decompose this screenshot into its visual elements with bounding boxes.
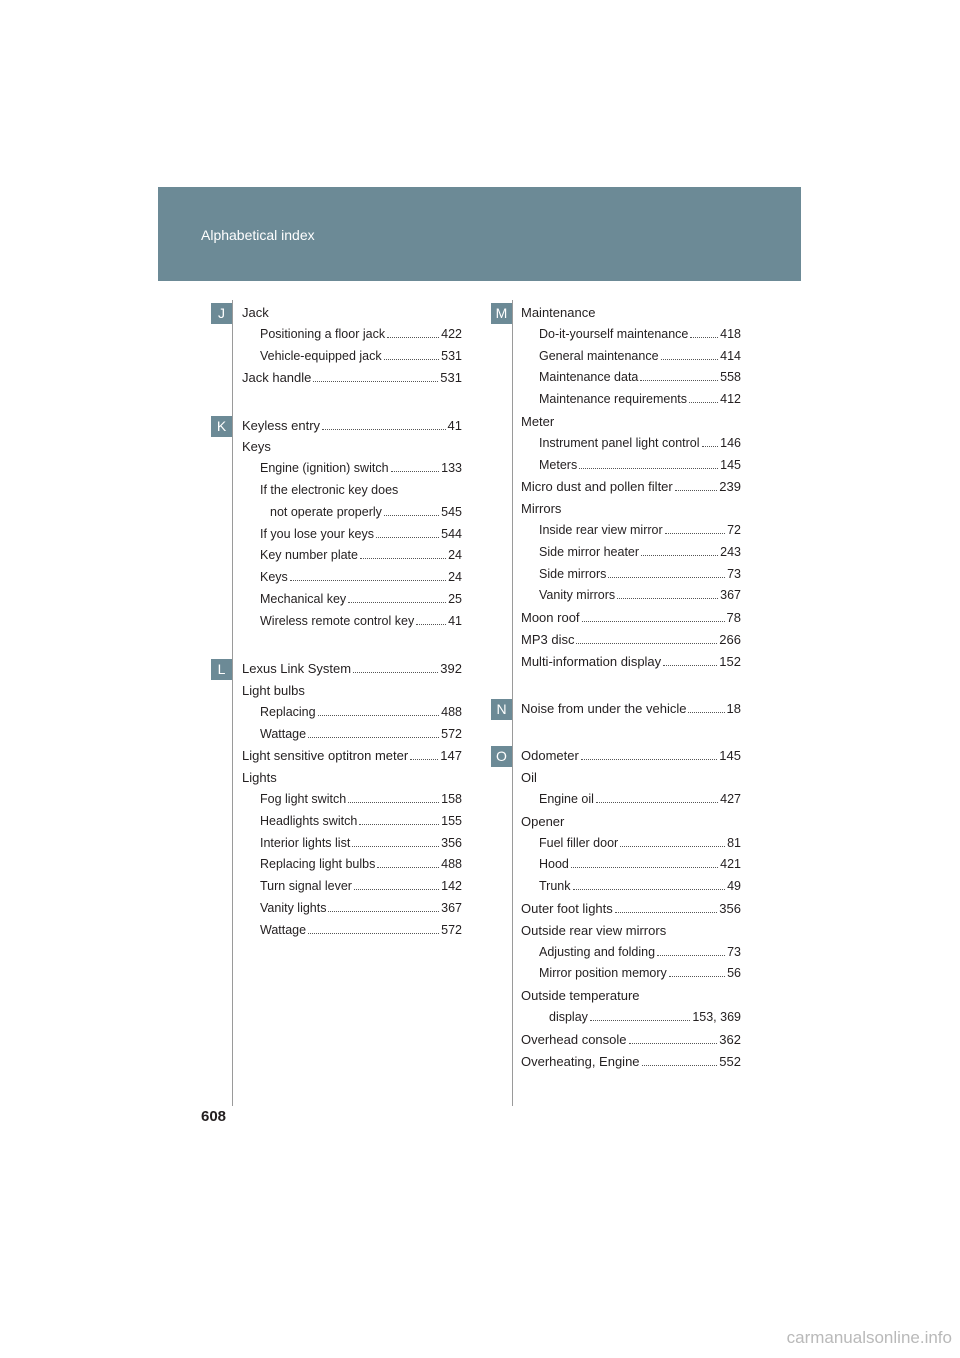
page-header-title: Alphabetical index [201,227,315,243]
dot-leader [596,802,718,803]
index-term: Interior lights list [260,835,351,850]
dot-leader [620,846,725,847]
index-entry [242,724,462,746]
index-entry [521,789,741,811]
index-entry [521,1051,741,1073]
index-term: Mirrors [521,501,562,517]
index-page-ref: 356 [719,900,741,916]
index-term: Keys [260,570,288,585]
index-entry [521,607,741,629]
dot-leader [352,846,439,847]
index-term: Lexus Link System [242,661,352,677]
dot-leader [308,737,439,738]
index-page-ref: 153, 369 [692,1009,741,1024]
index-entry [521,542,741,564]
index-term: Keys [242,439,271,455]
index-term: Light bulbs [242,682,305,698]
index-page-ref: 418 [720,326,741,341]
index-page-ref: 367 [720,588,741,603]
index-term: Do-it-yourself maintenance [539,326,689,341]
dot-leader [322,429,445,430]
section-letter-tab: O [491,746,512,767]
index-entry [521,433,741,455]
index-term: Wireless remote control key [260,613,415,628]
index-term: Overhead console [521,1031,627,1047]
index-entry [242,589,462,611]
index-term: not operate properly [270,504,382,519]
dot-leader [313,381,438,382]
index-page-ref: 545 [441,504,462,519]
index-page-ref: 552 [719,1053,741,1069]
dot-leader [384,515,439,516]
index-page-ref: 145 [720,457,741,472]
index-column-left [242,302,462,942]
index-term: If you lose your keys [260,526,374,541]
index-page-ref: 145 [719,748,741,764]
index-term: Trunk [539,879,571,894]
index-page-ref: 488 [441,857,462,872]
section-letter-tab: K [211,416,232,437]
index-page-ref: 421 [720,857,741,872]
index-entry [242,346,462,368]
section-gap [521,720,741,746]
index-page-ref: 239 [719,479,741,495]
index-entry [521,811,741,833]
index-term: Jack handle [242,370,312,386]
index-term: Vanity mirrors [539,588,616,603]
section-gap [242,389,462,415]
index-entry [521,985,741,1007]
dot-leader [354,889,439,890]
index-entry [521,876,741,898]
dot-leader [377,867,439,868]
dot-leader [353,672,438,673]
index-entry [242,611,462,633]
dot-leader [571,867,718,868]
index-term: Key number plate [260,548,358,563]
index-page-ref: 544 [441,526,462,541]
dot-leader [360,558,446,559]
index-term: Side mirrors [539,566,607,581]
index-entry [242,458,462,480]
index-entry [521,455,741,477]
index-page-ref: 422 [441,326,462,341]
index-term: Engine (ignition) switch [260,461,389,476]
index-entry [521,367,741,389]
index-entry [242,480,462,502]
dot-leader [576,643,717,644]
index-term: Outer foot lights [521,900,613,916]
dot-leader [688,712,724,713]
index-entry [521,346,741,368]
dot-leader [573,889,726,890]
dot-leader [617,598,718,599]
index-page-ref: 152 [719,653,741,669]
dot-leader [376,537,439,538]
index-entry [242,920,462,942]
dot-leader [579,468,718,469]
index-page-ref: 558 [720,370,741,385]
index-entry [242,767,462,789]
dot-leader [348,802,439,803]
section-letter-tab: L [211,659,232,680]
index-entry [242,415,462,437]
index-entry [242,702,462,724]
watermark: carmanualsonline.info [786,1328,952,1347]
index-term: Moon roof [521,610,580,626]
dot-leader [702,446,719,447]
index-entry [521,520,741,542]
index-entry [521,389,741,411]
index-page-ref: 155 [441,813,462,828]
index-term: Side mirror heater [539,544,640,559]
right-column-rule [512,300,513,1106]
index-page-ref: 146 [720,435,741,450]
index-entry [521,942,741,964]
dot-leader [359,824,439,825]
index-page-ref: 56 [727,966,741,981]
index-page-ref: 367 [441,900,462,915]
index-entry [242,367,462,389]
index-page-ref: 392 [440,661,462,677]
index-entry [521,833,741,855]
index-term: Noise from under the vehicle [521,701,687,717]
dot-leader [615,912,718,913]
dot-leader [669,976,725,977]
left-column-rule [232,300,233,1106]
index-term: Instrument panel light control [539,435,700,450]
index-term: Meters [539,457,578,472]
index-page-ref: 72 [727,522,741,537]
index-page-ref: 41 [448,613,462,628]
index-term: Fog light switch [260,791,347,806]
index-page-ref: 362 [719,1031,741,1047]
dot-leader [661,359,719,360]
index-page-ref: 427 [720,791,741,806]
dot-leader [391,471,440,472]
dot-leader [318,715,440,716]
index-page-ref: 356 [441,835,462,850]
index-term: MP3 disc [521,631,575,647]
index-page-ref: 133 [441,461,462,476]
index-entry [521,476,741,498]
index-page-ref: 73 [727,944,741,959]
index-entry [521,498,741,520]
index-term: Hood [539,857,569,872]
index-page-ref: 414 [720,348,741,363]
dot-leader [629,1043,718,1044]
index-term: Replacing [260,704,316,719]
dot-leader [384,359,440,360]
section-letter-tab: J [211,303,232,324]
dot-leader [590,1020,690,1021]
index-entry [242,854,462,876]
page-header [158,187,801,281]
dot-leader [641,555,718,556]
index-page-ref: 572 [441,726,462,741]
index-page-ref: 572 [441,922,462,937]
index-page-ref: 41 [447,417,462,433]
dot-leader [582,621,725,622]
index-entry [521,651,741,673]
index-page-ref: 18 [726,701,741,717]
index-term: Maintenance requirements [539,392,687,407]
index-page-ref: 243 [720,544,741,559]
index-entry [521,920,741,942]
dot-leader [410,759,438,760]
index-entry [521,898,741,920]
index-entry [242,524,462,546]
index-entry [242,833,462,855]
section-letter-tab: M [491,303,512,324]
index-term: Positioning a floor jack [260,326,386,341]
index-entry [521,698,741,720]
dot-leader [689,402,718,403]
index-page-ref: 158 [441,791,462,806]
index-term: Turn signal lever [260,879,352,894]
index-entry [242,545,462,567]
index-page-ref: 81 [727,835,741,850]
dot-leader [416,624,446,625]
index-term: Adjusting and folding [539,944,656,959]
index-term: General maintenance [539,348,659,363]
dot-leader [640,380,718,381]
index-term: Engine oil [539,791,594,806]
index-term: Opener [521,813,565,829]
dot-leader [665,533,725,534]
index-entry [242,876,462,898]
dot-leader [675,490,718,491]
index-entry [242,680,462,702]
dot-leader [690,337,718,338]
index-entry [242,567,462,589]
index-entry [521,564,741,586]
dot-leader [328,911,439,912]
index-term: Maintenance data [539,370,639,385]
index-entry [521,302,741,324]
index-entry [242,436,462,458]
index-term: Inside rear view mirror [539,522,663,537]
section-gap [242,633,462,659]
dot-leader [581,759,717,760]
section-gap [521,673,741,699]
dot-leader [348,602,446,603]
index-term: Micro dust and pollen filter [521,479,673,495]
index-term: Maintenance [521,305,596,320]
index-term: Odometer [521,748,579,764]
index-entry [242,302,462,324]
index-entry [242,745,462,767]
index-term: Mirror position memory [539,966,667,981]
index-entry [521,324,741,346]
index-term: display [549,1009,588,1024]
index-term: Multi-information display [521,653,662,669]
dot-leader [663,665,717,666]
index-page-ref: 73 [727,566,741,581]
index-page-ref: 147 [440,748,462,764]
index-term: Lights [242,770,277,786]
index-term: Oil [521,770,537,786]
index-term: Wattage [260,922,307,937]
index-entry [242,324,462,346]
index-page-ref: 24 [448,570,462,585]
index-entry [521,745,741,767]
index-page-ref: 24 [448,548,462,563]
index-page-ref: 266 [719,631,741,647]
index-entry [521,411,741,433]
index-term: Headlights switch [260,813,358,828]
index-term: Overheating, Engine [521,1053,640,1069]
index-entry [521,629,741,651]
dot-leader [657,955,725,956]
index-entry [521,963,741,985]
index-page-ref: 488 [441,704,462,719]
index-page-ref: 78 [726,610,741,626]
dot-leader [387,337,439,338]
index-entry [521,854,741,876]
index-term: Light sensitive optitron meter [242,748,409,764]
index-column-right [521,302,741,1072]
index-page-ref: 531 [440,370,462,386]
index-page-ref: 49 [727,879,741,894]
index-entry [242,502,462,524]
index-term: Wattage [260,726,307,741]
index-page-ref: 531 [441,348,462,363]
index-page-ref: 412 [720,392,741,407]
index-term: Vanity lights [260,900,327,915]
index-term: Replacing light bulbs [260,857,376,872]
index-entry [521,1007,741,1029]
index-term: Outside temperature [521,988,640,1004]
index-page-ref: 142 [441,879,462,894]
section-letter-tab: N [491,699,512,720]
index-page-ref: 25 [448,592,462,607]
index-entry [242,811,462,833]
index-entry [242,898,462,920]
index-term: Mechanical key [260,592,347,607]
index-entry [521,767,741,789]
index-term: Outside rear view mirrors [521,922,667,938]
dot-leader [308,933,439,934]
index-term: If the electronic key does [260,483,399,498]
index-term: Fuel filler door [539,835,619,850]
index-term: Vehicle-equipped jack [260,348,382,363]
index-entry [242,789,462,811]
dot-leader [642,1065,718,1066]
dot-leader [290,580,446,581]
index-term: Keyless entry [242,417,321,433]
page-number: 608 [201,1108,227,1125]
index-term: Meter [521,413,555,429]
index-entry [521,1029,741,1051]
index-term: Jack [242,305,269,320]
index-entry [242,658,462,680]
dot-leader [608,577,725,578]
index-entry [521,585,741,607]
